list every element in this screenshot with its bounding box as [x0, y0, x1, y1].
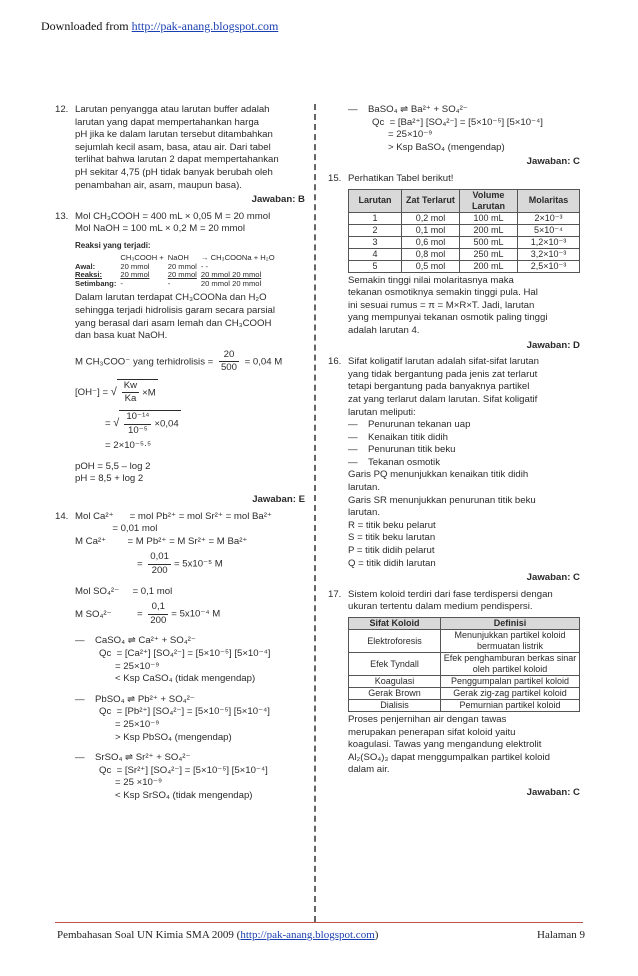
question-number: 12. [55, 104, 69, 115]
equals-sign: = [137, 559, 146, 571]
download-header [41, 20, 278, 33]
q13-oh-result: = 2×10⁻⁵·⁵ [105, 440, 152, 452]
table-cell: 5×10⁻⁴ [517, 224, 579, 236]
reaction-cell: Awal: [75, 261, 96, 271]
table-cell: Efek penghamburan berkas sinar oleh partikel koloid [441, 653, 580, 676]
fraction [219, 349, 239, 375]
footer-prefix: Pembahasan Soal UN Kimia SMA 2009 ( [57, 929, 241, 941]
fraction-numerator: 10⁻¹⁴ [124, 411, 151, 425]
q16-line: R = titik beku pelarut [348, 519, 436, 531]
download-header-link[interactable]: http://pak-anang.blogspot.com [131, 19, 279, 33]
list-item-text: Penurunan titik beku [368, 444, 456, 456]
fraction-numerator: 0,01 [148, 551, 171, 565]
q15-intro: Perhatikan Tabel berikut! [348, 172, 454, 184]
table-header: Larutan [349, 189, 402, 212]
list-item-text: Kenaikan titik didih [368, 431, 448, 443]
dash-bullet: — [75, 635, 85, 647]
fraction [124, 411, 151, 437]
question-number: 15. [328, 172, 342, 184]
q16-line: P = titik didih pelarut [348, 545, 435, 557]
left-column [55, 104, 305, 805]
q16-line: S = titik beku larutan [348, 532, 436, 544]
reaction-cell: 20 mmol 20 mmol [200, 270, 262, 280]
download-header-prefix: Downloaded from [41, 19, 132, 33]
reaction-cell: - - [200, 261, 209, 271]
table-cell: 5 [349, 260, 402, 272]
q17-line: Al₂(SO₄)₃ dapat menggumpalkan partikel koloid [348, 751, 550, 763]
table-header-row [349, 189, 580, 212]
qc-value: = 25×10⁻⁹ [115, 660, 160, 672]
reaction-cell: - [120, 278, 123, 288]
qc-line: Qc = [Ba²⁺] [SO₄²⁻] = [5×10⁻⁵] [5×10⁻⁴] [372, 116, 543, 128]
table-cell: 3,2×10⁻³ [517, 248, 579, 260]
equilibrium-equation [75, 752, 305, 765]
q17-line: Proses penjernihan air dengan tawas [348, 714, 507, 725]
q16-answer: Jawaban: C [526, 572, 580, 584]
table-cell: Gerak zig-zag partikel koloid [441, 688, 580, 700]
equation-text: SrSO₄ ⇌ Sr²⁺ + SO₄²⁻ [95, 752, 191, 764]
question-number: 16. [328, 356, 342, 368]
list-item-text: Tekanan osmotik [368, 456, 440, 468]
table-cell: 250 mL [459, 248, 517, 260]
q15-molarity-table [348, 189, 580, 273]
sqrt-content [119, 410, 180, 437]
fraction-numerator: 0,1 [148, 601, 168, 615]
q16-line: yang tidak bergantung pada jenis zat terlarut [348, 368, 538, 380]
fraction-numerator: 20 [219, 349, 239, 363]
table-cell: 1,2×10⁻³ [517, 236, 579, 248]
list-item [348, 432, 580, 445]
table-cell: 3 [349, 236, 402, 248]
equals-sign: = [137, 608, 146, 620]
q14-line: Mol Ca²⁺ = mol Pb²⁺ = mol Sr²⁺ = mol Ba²⁺ [75, 510, 272, 522]
table-cell: 1 [349, 212, 402, 224]
table-row [349, 676, 580, 688]
qc-result: < Ksp CaSO₄ (tidak mengendap) [115, 673, 256, 685]
table-row [349, 653, 580, 676]
q13-mol-ch3cooh: Mol CH₃COOH = 400 mL × 0,05 M = 20 mmol [75, 210, 271, 222]
page-footer [57, 929, 585, 942]
q13-mol-naoh: Mol NaOH = 100 mL × 0,2 M = 20 mmol [75, 223, 246, 235]
reaction-cell: - [167, 278, 171, 288]
table-header: Molaritas [517, 189, 579, 212]
table-cell: 2×10⁻³ [517, 212, 579, 224]
qc-value: = 25×10⁻⁹ [115, 718, 160, 730]
question-number: 13. [55, 210, 69, 222]
reaction-cell: 20 mmol [167, 270, 197, 280]
q17-line: Sistem koloid terdiri dari fase terdispersi dengan [348, 588, 553, 600]
question-17 [328, 589, 580, 800]
q12-line: terlihat bahwa larutan 2 dapat mempertahankan [75, 154, 279, 166]
table-header: Sifat Koloid [349, 618, 441, 630]
table-cell: 4 [349, 248, 402, 260]
q13-oh-formula [75, 379, 305, 406]
q13-para-line: Dalam larutan terdapat CH₃COONa dan H₂O [75, 292, 267, 304]
formula-label: M SO₄²⁻ [75, 608, 112, 620]
table-cell: Dialisis [349, 700, 441, 712]
dash-bullet: — [348, 456, 358, 468]
table-cell: 0,1 mol [401, 224, 459, 236]
q14-line: M Ca²⁺ = M Pb²⁺ = M Sr²⁺ = M Ba²⁺ [75, 535, 248, 547]
table-row [349, 688, 580, 700]
fraction [122, 380, 139, 406]
q16-line: zat yang terlarut dalam larutan. Sifat koligatif [348, 393, 538, 405]
q16-line: Sifat koligatif larutan adalah sifat-sifat larutan [348, 356, 539, 368]
q16-line: Garis PQ menunjukkan kenaikan titik didih [348, 469, 529, 481]
question-12 [55, 104, 305, 207]
fraction-denominator: Ka [124, 393, 137, 405]
formula-times: ×0,04 [154, 418, 179, 430]
table-cell: Koagulasi [349, 676, 441, 688]
q13-para-line: dan basa kuat NaOH. [75, 330, 168, 342]
equilibrium-equation [75, 694, 305, 707]
table-row [349, 236, 580, 248]
formula-times: ×M [142, 387, 156, 399]
dash-bullet: — [75, 752, 85, 764]
table-cell: Elektroforesis [349, 630, 441, 653]
sqrt-sign: √ [113, 417, 120, 430]
q14-fraction-line-2 [75, 601, 305, 627]
q16-line: tetapi bergantung pada banyaknya partikel [348, 381, 530, 393]
table-cell: 0,5 mol [401, 260, 459, 272]
footer-rule [55, 922, 583, 923]
reaction-row [75, 280, 279, 289]
equation-text: BaSO₄ ⇌ Ba²⁺ + SO₄²⁻ [368, 104, 468, 115]
qc-value: = 25 ×10⁻⁹ [115, 777, 163, 789]
table-cell: 200 mL [459, 260, 517, 272]
question-13 [55, 211, 305, 507]
qc-result: > Ksp BaSO₄ (mengendap) [388, 141, 505, 153]
table-cell: Efek Tyndall [349, 653, 441, 676]
q17-line: merupakan penerapan sifat koloid yaitu [348, 726, 516, 738]
sqrt-content [117, 379, 158, 406]
q14-caso4-block [75, 635, 305, 685]
q12-line: larutan yang dapat mempertahankan harga [75, 116, 260, 128]
q15-line: ini sesuai rumus = π = M×R×T. Jadi, larutan [348, 299, 535, 311]
formula-label: M CH₃COO⁻ yang terhidrolisis = [75, 356, 214, 368]
reaction-cell: → CH₃COONa + H₂O [200, 252, 275, 262]
table-row [349, 248, 580, 260]
q13-para-line: sehingga terjadi hidrolisis garam secara parsial [75, 304, 275, 316]
list-item [348, 444, 580, 457]
table-cell: 0,2 mol [401, 212, 459, 224]
q13-poh: pOH = 5,5 – log 2 [75, 460, 151, 472]
table-header: Zat Terlarut [401, 189, 459, 212]
formula-result: = 5x10⁻⁵ M [173, 559, 223, 571]
table-row [349, 212, 580, 224]
fraction-denominator: 200 [151, 565, 168, 576]
fraction [148, 551, 171, 577]
table-header: Volume Larutan [459, 189, 517, 212]
q14-mol-so4: Mol SO₄²⁻ = 0,1 mol [75, 585, 173, 597]
fraction-denominator: 200 [150, 614, 167, 626]
list-item-text: Penurunan tekanan uap [368, 419, 471, 431]
equals-sign: = [105, 418, 114, 430]
q16-line: Q = titik didih larutan [348, 557, 436, 569]
table-cell: 500 mL [459, 236, 517, 248]
table-row [349, 224, 580, 236]
reaction-cell: 20 mmol [167, 261, 197, 271]
q15-line: yang mempunyai tekanan osmotik paling tinggi [348, 312, 548, 324]
q12-line: pH jika ke dalam larutan tersebut ditambahkan [75, 129, 273, 141]
table-cell: 200 mL [459, 224, 517, 236]
table-cell: 100 mL [459, 212, 517, 224]
q12-line: penambahan air, asam, maupun basa). [75, 179, 242, 191]
q17-line: ukuran tertentu dalam medium pendispersi. [348, 601, 533, 613]
q14-fraction-line-1 [75, 551, 305, 577]
reaction-cell: NaOH [167, 252, 189, 262]
formula-label: [OH⁻] = [75, 387, 109, 398]
qc-result: < Ksp SrSO₄ (tidak mengendap) [115, 789, 253, 801]
table-row [349, 630, 580, 653]
q14-pbso4-block [75, 694, 305, 744]
q15-line: adalah larutan 4. [348, 324, 420, 336]
sqrt-sign: √ [110, 386, 117, 398]
reaction-cell: 20 mmol [120, 270, 150, 280]
table-cell: 2 [349, 224, 402, 236]
dash-bullet: — [348, 104, 358, 115]
formula-result: = 0,04 M [244, 356, 283, 368]
table-header: Definisi [441, 618, 580, 630]
equilibrium-equation [75, 635, 305, 648]
reaction-cell: Reaksi: [75, 270, 103, 280]
q12-line: sejumlah kecil asam, basa, atau air. Dari tabel [75, 141, 271, 153]
q13-answer: Jawaban: E [252, 494, 305, 506]
q13-reaction-table [75, 254, 279, 288]
q13-ph: pH = 8,5 + log 2 [75, 473, 144, 485]
q15-line: tekanan osmotiknya semakin tinggi pula. Hal [348, 287, 538, 299]
column-divider [314, 104, 316, 922]
q16-line: larutan. [348, 507, 380, 519]
q17-line: koagulasi. Tawas yang mengandung elektrolit [348, 739, 542, 751]
fraction-denominator: 10⁻⁵ [128, 424, 148, 436]
q13-para-line: yang berasal dari asam lemah dan CH₃COOH [75, 317, 272, 329]
list-item [348, 457, 580, 470]
q17-line: dalam air. [348, 764, 390, 776]
qc-line: Qc = [Pb²⁺] [SO₄²⁻] = [5×10⁻⁵] [5×10⁻⁴] [99, 706, 270, 718]
table-cell: 0,6 mol [401, 236, 459, 248]
equation-text: PbSO₄ ⇌ Pb²⁺ + SO₄²⁻ [95, 693, 195, 705]
q13-oh-formula-2 [75, 410, 305, 437]
table-header-row [349, 618, 580, 630]
equilibrium-equation [348, 104, 580, 117]
q17-answer: Jawaban: C [526, 786, 580, 798]
qc-line: Qc = [Ca²⁺] [SO₄²⁻] = [5×10⁻⁵] [5×10⁻⁴] [99, 647, 271, 659]
q13-molarity-formula [75, 349, 305, 375]
q13-reaction-label: Reaksi yang terjadi: [75, 240, 151, 250]
table-cell: 0,8 mol [401, 248, 459, 260]
q16-line: Garis SR menunjukkan penurunan titik beku [348, 494, 536, 506]
q14-answer: Jawaban: C [526, 156, 580, 168]
table-cell: Pemurnian partikel koloid [441, 700, 580, 712]
page-number: Halaman 9 [537, 929, 585, 941]
dash-bullet: — [75, 693, 85, 705]
table-row [349, 700, 580, 712]
question-15 [328, 173, 580, 352]
right-column [328, 104, 580, 804]
fraction [148, 601, 168, 627]
list-item [348, 419, 580, 432]
table-cell: 2,5×10⁻³ [517, 260, 579, 272]
equation-text: CaSO₄ ⇌ Ca²⁺ + SO₄²⁻ [95, 635, 196, 647]
q16-line: larutan. [348, 482, 380, 494]
table-cell: Menunjukkan partikel koloid bermuatan listrik [441, 630, 580, 653]
table-cell: Gerak Brown [349, 688, 441, 700]
qc-line: Qc = [Sr²⁺] [SO₄²⁻] = [5×10⁻⁵] [5×10⁻⁴] [99, 764, 268, 776]
qc-result: > Ksp PbSO₄ (mengendap) [115, 731, 232, 743]
question-14 [55, 511, 305, 803]
reaction-cell: 20 mmol 20 mmol [200, 278, 262, 288]
question-16 [328, 356, 580, 585]
q14-continuation [328, 104, 580, 169]
fraction-numerator: Kw [122, 380, 139, 394]
reaction-cell: Setimbang: [75, 278, 117, 288]
question-number: 17. [328, 588, 342, 600]
q12-line: pH sekitar 4,75 (pH tidak banyak berubah oleh [75, 166, 273, 178]
table-cell: Penggumpalan partikel koloid [441, 676, 580, 688]
question-number: 14. [55, 510, 69, 522]
reaction-cell: 20 mmol [120, 261, 150, 271]
table-row [349, 260, 580, 272]
q14-line: = 0,01 mol [75, 523, 158, 535]
reaction-cell: CH₃COOH + [120, 252, 164, 262]
q12-line: Larutan penyangga atau larutan buffer adalah [75, 104, 270, 115]
q17-colloid-table [348, 617, 580, 712]
q14-srso4-block [75, 752, 305, 802]
footer-suffix: ) [374, 929, 379, 941]
footer-link[interactable]: http://pak-anang.blogspot.com [240, 929, 375, 941]
formula-result: = 5x10⁻⁴ M [171, 608, 221, 620]
q16-line: larutan meliputi: [348, 406, 416, 418]
dash-bullet: — [348, 444, 358, 456]
fraction-denominator: 500 [220, 362, 237, 374]
q15-answer: Jawaban: D [526, 339, 580, 351]
qc-value: = 25×10⁻⁹ [388, 129, 433, 141]
q15-line: Semakin tinggi nilai molaritasnya maka [348, 274, 514, 286]
q12-answer: Jawaban: B [251, 194, 305, 206]
dash-bullet: — [348, 419, 358, 431]
dash-bullet: — [348, 431, 358, 443]
